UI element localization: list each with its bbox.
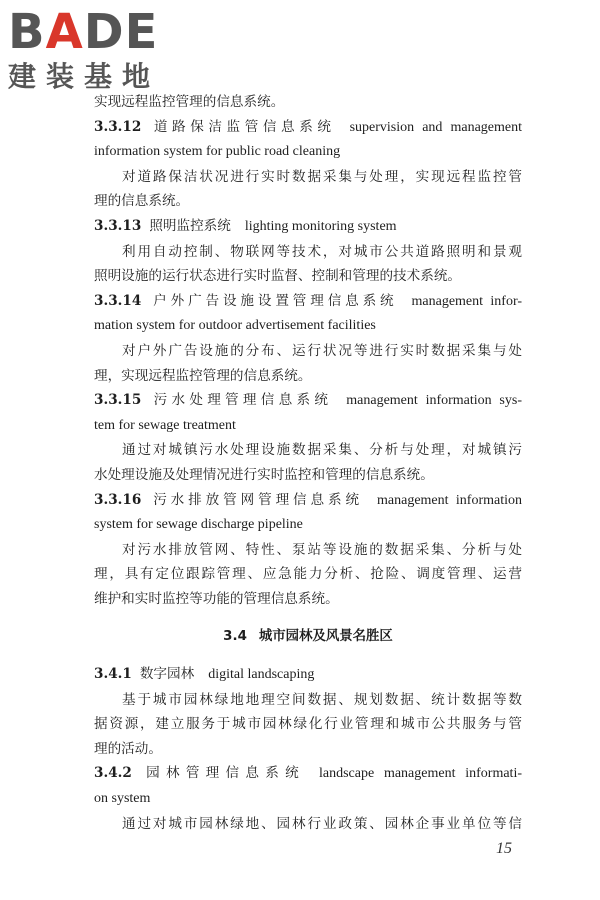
site-logo <box>8 6 178 94</box>
document-body <box>94 90 522 836</box>
paragraph-line: 基于城市园林绿地地理空间数据、规划数据、统计数据等数 <box>122 691 522 708</box>
clause-number: 3.4.1 <box>94 666 132 683</box>
term-heading-3-4-1 <box>94 662 522 688</box>
paragraph-line: 对污水排放管网、特性、泵站等设施的数据采集、分析与处 <box>122 541 522 558</box>
section-heading-3-4 <box>94 625 522 650</box>
logo-cjk-text: 建装基地 <box>8 60 161 93</box>
term-english: management infor- <box>411 293 522 309</box>
term-english: lighting monitoring system <box>244 218 397 234</box>
logo-wordmark <box>8 6 178 58</box>
term-english: management information sys- <box>346 393 522 409</box>
paragraph-line: 照明设施的运行状态进行实时监督、控制和管理的技术系统。 <box>94 268 462 285</box>
term-chinese: 园林管理信息系统 <box>139 765 305 782</box>
term-chinese: 污水处理管理信息系统 <box>149 392 333 409</box>
term-heading-3-3-12 <box>94 115 522 141</box>
clause-number: 3.3.15 <box>94 392 142 409</box>
paragraph-line: 对道路保洁状况进行实时数据采集与处理，实现远程监控管 <box>122 168 522 185</box>
paragraph-line: 维护和实时监控等功能的管理信息系统。 <box>94 590 339 607</box>
paragraph-line: 对户外广告设施的分布、运行状况等进行实时数据采集与处 <box>122 342 522 359</box>
clause-number: 3.3.16 <box>94 491 142 508</box>
logo-letters-2: DE <box>83 4 159 60</box>
term-english-continued: information system for public road cleaning <box>94 144 341 160</box>
clause-number: 3.4.2 <box>94 765 132 782</box>
clause-number: 3.3.13 <box>94 217 142 234</box>
section-number: 3.4 <box>223 629 247 645</box>
paragraph-line: 理的信息系统。 <box>94 193 190 210</box>
paragraph-line: 实现远程监控管理的信息系统。 <box>94 94 285 110</box>
term-heading-3-3-13 <box>94 214 522 240</box>
term-chinese: 数字园林 <box>139 666 195 683</box>
logo-letters-1: B <box>8 4 46 60</box>
paragraph-line: 理，实现远程监控管理的信息系统。 <box>94 367 312 384</box>
term-chinese: 污水排放管网管理信息系统 <box>149 491 363 508</box>
term-english: digital landscaping <box>208 667 315 683</box>
paragraph-line: 水处理设施及处理情况进行实时监控和管理的信息系统。 <box>94 466 434 483</box>
paragraph-line: 通过对城镇污水处理设施数据采集、分析与处理，对城镇污 <box>122 442 522 459</box>
term-english-continued: system for sewage discharge pipeline <box>94 517 303 533</box>
term-heading-3-3-16 <box>94 488 522 514</box>
clause-number: 3.3.14 <box>94 292 142 309</box>
logo-accent-letter: A <box>45 4 84 60</box>
clause-number: 3.3.12 <box>94 118 142 135</box>
term-chinese: 道路保洁监管信息系统 <box>149 118 336 135</box>
term-chinese: 户外广告设施设置管理信息系统 <box>149 292 398 309</box>
paragraph-line: 理的活动。 <box>94 740 162 757</box>
page-number: 15 <box>496 840 512 857</box>
paragraph-line: 利用自动控制、物联网等技术，对城市公共道路照明和景观 <box>122 243 522 260</box>
term-heading-3-4-2 <box>94 761 522 787</box>
paragraph-line: 通过对城市园林绿地、园林行业政策、园林企事业单位等信 <box>122 815 522 832</box>
term-english-continued: on system <box>94 791 151 807</box>
term-english-continued: tem for sewage treatment <box>94 417 236 433</box>
term-heading-3-3-14 <box>94 289 522 315</box>
term-english: landscape management informati- <box>318 766 522 782</box>
paragraph-line: 据资源，建立服务于城市园林绿化行业管理和城市公共服务与管 <box>94 716 522 733</box>
term-english: management information <box>377 492 523 508</box>
term-heading-3-3-15 <box>94 388 522 414</box>
term-chinese: 照明监控系统 <box>149 217 231 234</box>
term-english-continued: mation system for outdoor advertisement facilities <box>94 318 376 334</box>
paragraph-line: 理，具有定位跟踪管理、应急能力分析、抢险、调度管理、运营 <box>94 566 522 583</box>
section-title: 城市园林及风景名胜区 <box>258 629 393 645</box>
term-english: supervision and management <box>349 119 522 135</box>
